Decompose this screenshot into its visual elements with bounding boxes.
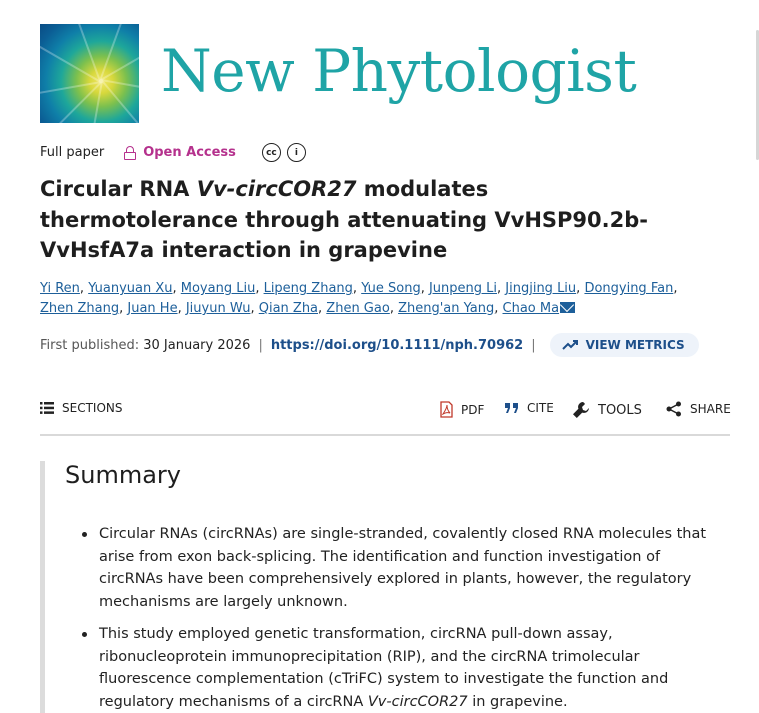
title-text-1: Circular RNA xyxy=(40,177,197,201)
sections-label: SECTIONS xyxy=(62,401,123,415)
author-link[interactable]: Yi Ren xyxy=(40,281,80,296)
open-access-label[interactable]: Open Access xyxy=(143,145,236,160)
list-icon xyxy=(40,402,54,414)
journal-cover-logo xyxy=(40,24,139,123)
tools-label: TOOLS xyxy=(598,402,642,418)
article-title xyxy=(40,174,690,266)
publication-info: First published: 30 January 2026 | https://doi.org/10.1111/nph.70962 | VIEW METRICS xyxy=(40,333,699,357)
pdf-label: PDF xyxy=(461,402,485,417)
journal-name: New Phytologist xyxy=(161,36,637,105)
author-link[interactable]: Zhen Gao xyxy=(326,301,390,316)
title-gene: Vv-circCOR27 xyxy=(196,177,357,201)
share-label: SHARE xyxy=(690,402,731,416)
publication-date: 30 January 2026 xyxy=(143,337,251,353)
summary-gene: Vv-circCOR27 xyxy=(367,693,468,710)
author-link[interactable]: Chao Ma xyxy=(502,301,560,316)
summary-heading: Summary xyxy=(65,461,181,489)
author-link[interactable]: Dongying Fan xyxy=(584,281,674,296)
summary-bullet-text: This study employed genetic transformation, circRNA pull-down assay, ribonucleoprotein immunoprecipitation (RIP), and the circRNA trimolecular fluorescence complementation (cTriFC) system to investigate the function and regulatory mechanisms of a circRNA xyxy=(99,626,669,710)
license-icons[interactable] xyxy=(262,143,306,162)
author-link[interactable]: Qian Zha xyxy=(258,301,319,316)
cc-icon: cc xyxy=(262,143,281,162)
author-link[interactable]: Zhen Zhang xyxy=(40,301,120,316)
pdf-button[interactable] xyxy=(440,401,484,418)
summary-list xyxy=(99,523,719,713)
doi-link[interactable]: https://doi.org/10.1111/nph.70962 xyxy=(270,337,524,353)
author-link[interactable]: Zheng'an Yang xyxy=(398,301,495,316)
author-link[interactable]: Jingjing Liu xyxy=(505,281,577,296)
view-metrics-button[interactable] xyxy=(550,333,699,357)
journal-masthead[interactable] xyxy=(40,24,636,123)
pdf-icon xyxy=(440,401,453,418)
summary-bullet-text: in grapevine. xyxy=(467,693,568,710)
article-type: Full paper xyxy=(40,145,105,160)
author-link[interactable]: Junpeng Li xyxy=(428,281,498,296)
share-icon xyxy=(666,401,682,417)
cite-label: CITE xyxy=(527,401,554,415)
trend-up-icon xyxy=(562,340,578,350)
title-text-2: modulates thermotolerance through attenuating VvHSP90.2b-VvHsfA7a interaction in grapevine xyxy=(40,177,648,262)
author-link[interactable]: Juan He xyxy=(127,301,178,316)
author-link[interactable]: Jiuyun Wu xyxy=(185,301,251,316)
first-published-label: First published: xyxy=(40,337,140,353)
sections-button[interactable] xyxy=(40,401,123,415)
summary-bullet xyxy=(99,623,719,713)
email-icon[interactable] xyxy=(560,302,575,313)
author-link[interactable]: Yuanyuan Xu xyxy=(88,281,173,296)
article-toolbar xyxy=(40,396,730,436)
author-link[interactable]: Yue Song xyxy=(361,281,421,296)
quote-icon xyxy=(505,403,519,413)
author-link[interactable]: Moyang Liu xyxy=(180,281,256,296)
share-button[interactable] xyxy=(666,401,731,417)
open-lock-icon xyxy=(124,146,136,160)
article-meta-row xyxy=(40,143,306,162)
by-icon: i xyxy=(287,143,306,162)
summary-bullet: Circular RNAs (circRNAs) are single-stranded, covalently closed RNA molecules that arise from exon back-splicing. The identification and function investigation of circRNAs have been comprehensively explored in plants, however, the regulatory mechanisms are largely unknown. xyxy=(99,523,719,613)
summary-section xyxy=(40,461,730,713)
cite-button[interactable] xyxy=(505,401,554,415)
tools-button[interactable] xyxy=(572,401,642,419)
author-list: Yi Ren, Yuanyuan Xu, Moyang Liu, Lipeng Zhang, Yue Song, Junpeng Li, Jingjing Liu, Dongying Fan, Zhen Zhang, Juan He, Jiuyun Wu, Qian Zha, Zhen Gao, Zheng'an Yang, Chao Ma xyxy=(40,281,678,316)
view-metrics-label: VIEW METRICS xyxy=(585,338,685,352)
author-link[interactable]: Lipeng Zhang xyxy=(263,281,353,296)
wrench-icon xyxy=(572,401,590,419)
